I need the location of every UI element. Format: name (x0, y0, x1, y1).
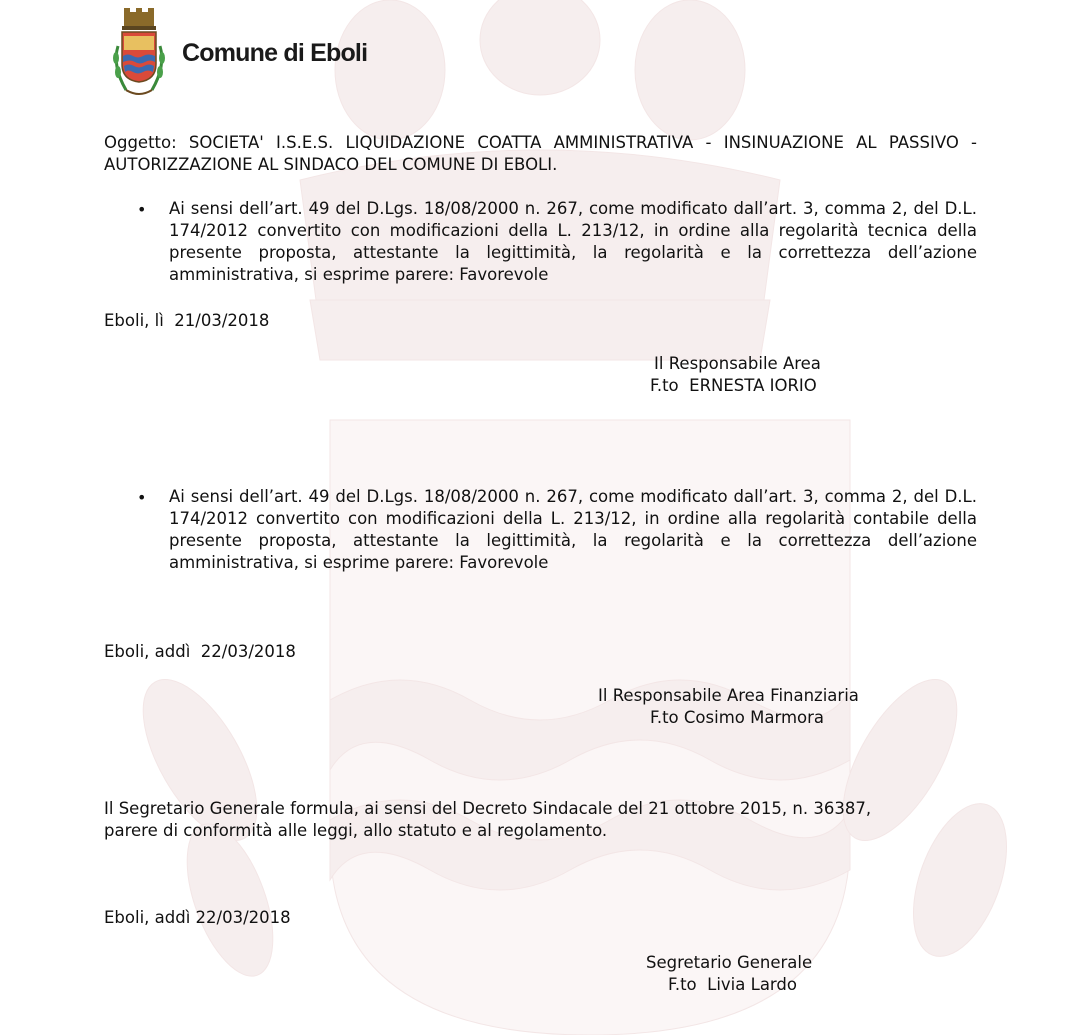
subject-line: Oggetto: SOCIETA' I.S.E.S. LIQUIDAZIONE COATTA AMMINISTRATIVA - INSINUAZIONE AL PASSIVO - AUTORIZZAZIONE AL SINDACO DEL COMUNE DI EBOLI. (104, 133, 977, 174)
accounting-opinion-text: Ai sensi dell’art. 49 del D.Lgs. 18/08/2000 n. 267, come modificato dall’art. 3, comma 2, del D.L. 174/2012 convertito con modificazioni della L. 213/12, in ordine alla regolarità contabile della presente proposta, attestante la legittimità, la regolarità e la correttezza dell’azione amministrativa, si esprime parere: Favorevole (169, 487, 977, 572)
secretary-signer-name: F.to Livia Lardo (668, 975, 797, 994)
bullet-icon: • (137, 200, 147, 219)
technical-opinion-text: Ai sensi dell’art. 49 del D.Lgs. 18/08/2000 n. 267, come modificato dall’art. 3, comma 2, del D.L. 174/2012 convertito con modificazioni della L. 213/12, in ordine alla regolarità tecnica della presente proposta, attestante la legittimità, la regolarità e la correttezza dell’azione amministrativa, si esprime parere: Favorevole (169, 199, 977, 284)
secretary-statement-line-1: Il Segretario Generale formula, ai sensi del Decreto Sindacale del 21 ottobre 2015, n. 36387, (104, 799, 872, 818)
technical-opinion-date: Eboli, lì 21/03/2018 (104, 311, 270, 330)
secretary-signer-role: Segretario Generale (646, 953, 813, 972)
technical-signer-name: F.to ERNESTA IORIO (650, 376, 817, 395)
accounting-opinion-date: Eboli, addì 22/03/2018 (104, 642, 296, 661)
municipality-name: Comune di Eboli (182, 38, 368, 67)
finance-signer-role: Il Responsabile Area Finanziaria (598, 686, 859, 705)
bullet-icon: • (137, 488, 147, 507)
secretary-statement-line-2: parere di conformità alle leggi, allo statuto e al regolamento. (104, 821, 608, 840)
coat-of-arms-logo (108, 6, 168, 100)
secretary-date: Eboli, addì 22/03/2018 (104, 908, 291, 927)
letterhead (108, 6, 367, 100)
technical-signer-role: Il Responsabile Area (654, 354, 821, 373)
finance-signer-name: F.to Cosimo Marmora (650, 708, 825, 727)
